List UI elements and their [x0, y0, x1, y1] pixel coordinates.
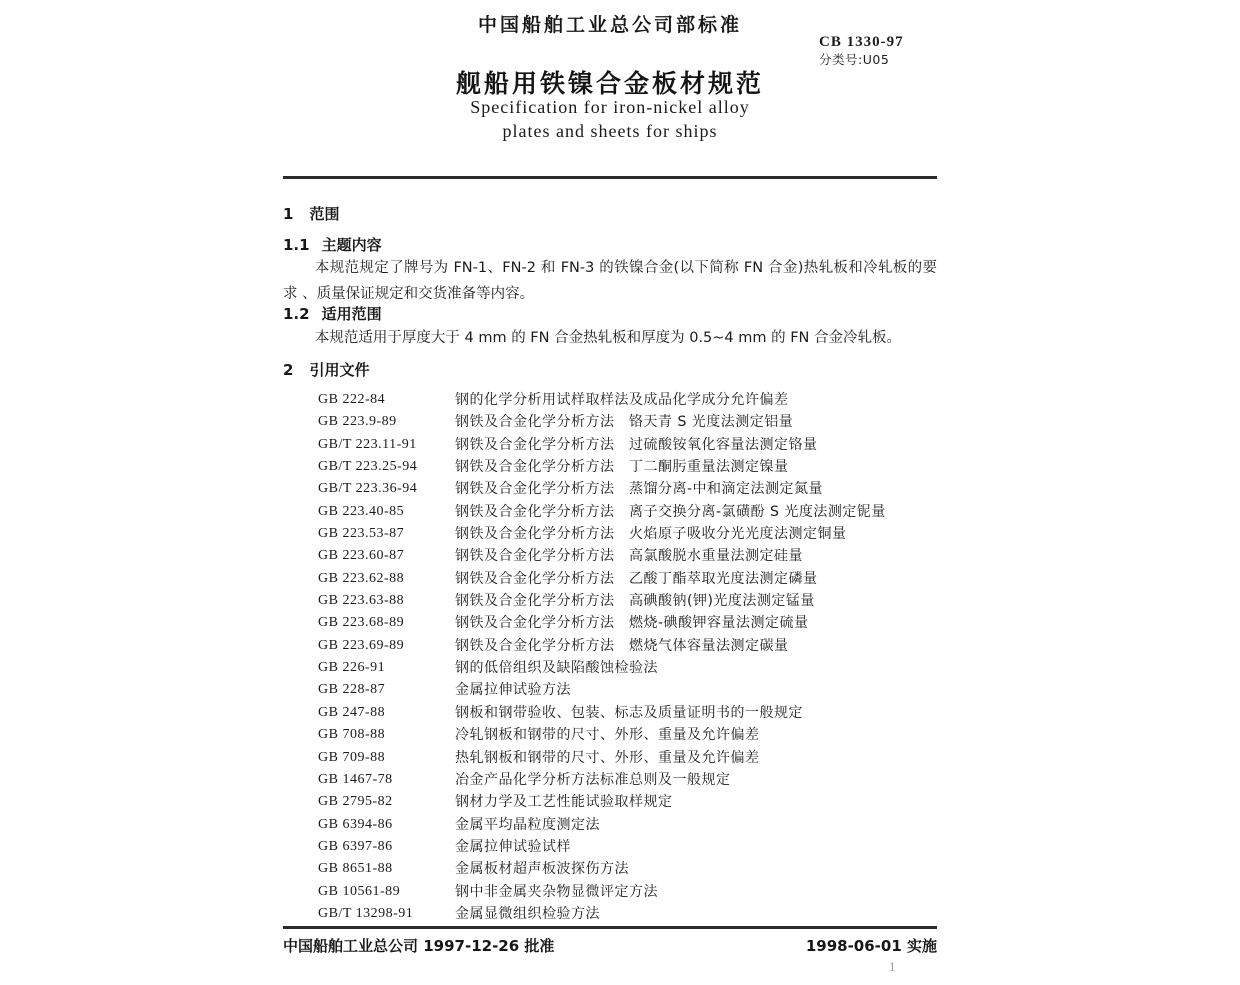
reference-code: GB 6394-86 [318, 816, 393, 832]
reference-code: GB 228-87 [318, 682, 386, 698]
reference-code: GB 222-84 [318, 392, 386, 407]
section-application-number: 1.2 [283, 305, 310, 323]
reference-item [318, 590, 937, 612]
section-scope-heading [283, 203, 339, 224]
document-body [283, 0, 937, 985]
standard-code-block [819, 34, 904, 68]
reference-item [318, 456, 937, 478]
reference-title: 金属平均晶粒度测定法 [455, 816, 600, 833]
reference-item [318, 568, 937, 590]
reference-title: 钢铁及合金化学分析方法 火焰原子吸收分光光度法测定铜量 [455, 526, 847, 543]
reference-title: 钢铁及合金化学分析方法 过硫酸铵氧化容量法测定铬量 [455, 436, 818, 453]
reference-code: GB 708-88 [318, 727, 386, 743]
reference-item [318, 501, 937, 523]
reference-item [318, 411, 937, 433]
section-subject-number: 1.1 [283, 236, 310, 254]
reference-code: GB 223.40-85 [318, 503, 405, 519]
classification-code: 分类号:U05 [819, 52, 890, 67]
reference-item [318, 679, 937, 701]
reference-code: GB 223.53-87 [318, 526, 405, 542]
reference-item [318, 523, 937, 545]
reference-title: 钢的化学分析用试样取样法及成品化学成分允许偏差 [455, 392, 789, 408]
reference-title: 冷轧钢板和钢带的尺寸、外形、重量及允许偏差 [455, 727, 760, 744]
divider-top-rule [283, 176, 937, 179]
reference-code: GB 10561-89 [318, 883, 401, 899]
reference-item [318, 791, 937, 813]
reference-code: GB 223.60-87 [318, 548, 405, 564]
section-application-heading [283, 303, 382, 324]
reference-item [318, 724, 937, 746]
reference-item [318, 903, 937, 925]
reference-item [318, 389, 937, 411]
reference-title: 钢铁及合金化学分析方法 丁二酮肟重量法测定镍量 [455, 459, 789, 476]
reference-title: 钢的低倍组织及缺陷酸蚀检验法 [455, 660, 658, 677]
reference-item [318, 836, 937, 858]
reference-item [318, 769, 937, 791]
reference-item [318, 545, 937, 567]
reference-item [318, 814, 937, 836]
divider-bottom-rule [283, 926, 937, 929]
reference-code: GB/T 223.36-94 [318, 481, 418, 497]
reference-title: 钢铁及合金化学分析方法 高碘酸钠(钾)光度法测定锰量 [455, 593, 815, 610]
reference-code: GB 223.69-89 [318, 637, 405, 653]
section-application-label: 适用范围 [321, 305, 382, 323]
reference-title: 金属拉伸试验试样 [455, 838, 571, 855]
standard-code: CB 1330-97 [819, 34, 904, 50]
section-references-heading [283, 359, 369, 380]
reference-code: GB 709-88 [318, 749, 386, 765]
reference-title: 钢板和钢带验收、包装、标志及质量证明书的一般规定 [455, 704, 803, 721]
section-references-label: 引用文件 [309, 361, 370, 379]
reference-code: GB/T 13298-91 [318, 905, 414, 921]
reference-item [318, 657, 937, 679]
section-references-number: 2 [283, 361, 294, 379]
reference-code: GB 226-91 [318, 660, 386, 676]
reference-title: 钢铁及合金化学分析方法 燃烧气体容量法测定碳量 [455, 637, 789, 654]
section-subject-label: 主题内容 [321, 236, 382, 254]
reference-title: 钢铁及合金化学分析方法 蒸馏分离-中和滴定法测定氮量 [455, 481, 824, 498]
reference-title: 热轧钢板和钢带的尺寸、外形、重量及允许偏差 [455, 749, 760, 766]
reference-item [318, 881, 937, 903]
document-footer [283, 935, 937, 956]
paragraph-application-content: 本规范适用于厚度大于 4 mm 的 FN 合金热轧板和厚度为 0.5~4 mm 的 FN 合金冷轧板。 [314, 330, 902, 346]
reference-item [318, 858, 937, 880]
section-scope-label: 范围 [309, 205, 340, 223]
standard-org-header: 中国船舶工业总公司部标准 [477, 14, 742, 36]
reference-title: 钢铁及合金化学分析方法 乙酸丁酯萃取光度法测定磷量 [455, 570, 818, 587]
reference-item [318, 434, 937, 456]
reference-title: 钢铁及合金化学分析方法 高氯酸脱水重量法测定硅量 [455, 548, 803, 565]
reference-code: GB 223.62-88 [318, 570, 405, 586]
footer-implementation-text: 1998-06-01 实施 [805, 937, 937, 955]
reference-title: 金属拉伸试验方法 [455, 682, 571, 699]
reference-code: GB 2795-82 [318, 794, 393, 810]
reference-title: 冶金产品化学分析方法标准总则及一般规定 [455, 771, 731, 788]
reference-title: 钢铁及合金化学分析方法 燃烧-碘酸钾容量法测定硫量 [455, 615, 809, 632]
paragraph-subject-content: 本规范规定了牌号为 FN-1、FN-2 和 FN-3 的铁镍合金(以下简称 FN 合金)热轧板和冷轧板的要求 、质量保证规定和交货准备等内容。 [283, 260, 937, 302]
reference-item [318, 702, 937, 724]
reference-item [318, 747, 937, 769]
reference-code: GB 223.63-88 [318, 593, 405, 609]
reference-code: GB 6397-86 [318, 838, 393, 854]
reference-item [318, 635, 937, 657]
document-title-english-line1: Specification for iron-nickel alloy [470, 97, 750, 117]
reference-title: 钢中非金属夹杂物显微评定方法 [455, 883, 658, 900]
reference-code: GB 1467-78 [318, 771, 393, 787]
reference-list [318, 389, 937, 925]
reference-code: GB/T 223.25-94 [318, 459, 418, 475]
document-title-english-line2: plates and sheets for ships [502, 121, 718, 141]
reference-title: 钢铁及合金化学分析方法 离子交换分离-氯磺酚 S 光度法测定铌量 [455, 503, 886, 520]
reference-code: GB 8651-88 [318, 861, 393, 877]
page-number: 1 [889, 959, 896, 974]
reference-title: 钢材力学及工艺性能试验取样规定 [455, 794, 673, 811]
reference-code: GB/T 223.11-91 [318, 436, 417, 452]
footer-approval-text: 中国船舶工业总公司 1997-12-26 批准 [283, 937, 555, 955]
reference-title: 金属板材超声板波探伤方法 [455, 861, 629, 878]
reference-title: 钢铁及合金化学分析方法 铬天青 S 光度法测定铝量 [455, 414, 794, 431]
document-title-chinese: 舰船用铁镍合金板材规范 [455, 69, 764, 98]
reference-code: GB 223.9-89 [318, 414, 397, 430]
section-scope-number: 1 [283, 205, 294, 223]
reference-code: GB 247-88 [318, 704, 386, 720]
reference-item [318, 612, 937, 634]
reference-item [318, 478, 937, 500]
reference-title: 金属显微组织检验方法 [455, 905, 600, 922]
section-subject-heading [283, 234, 382, 255]
reference-code: GB 223.68-89 [318, 615, 405, 631]
